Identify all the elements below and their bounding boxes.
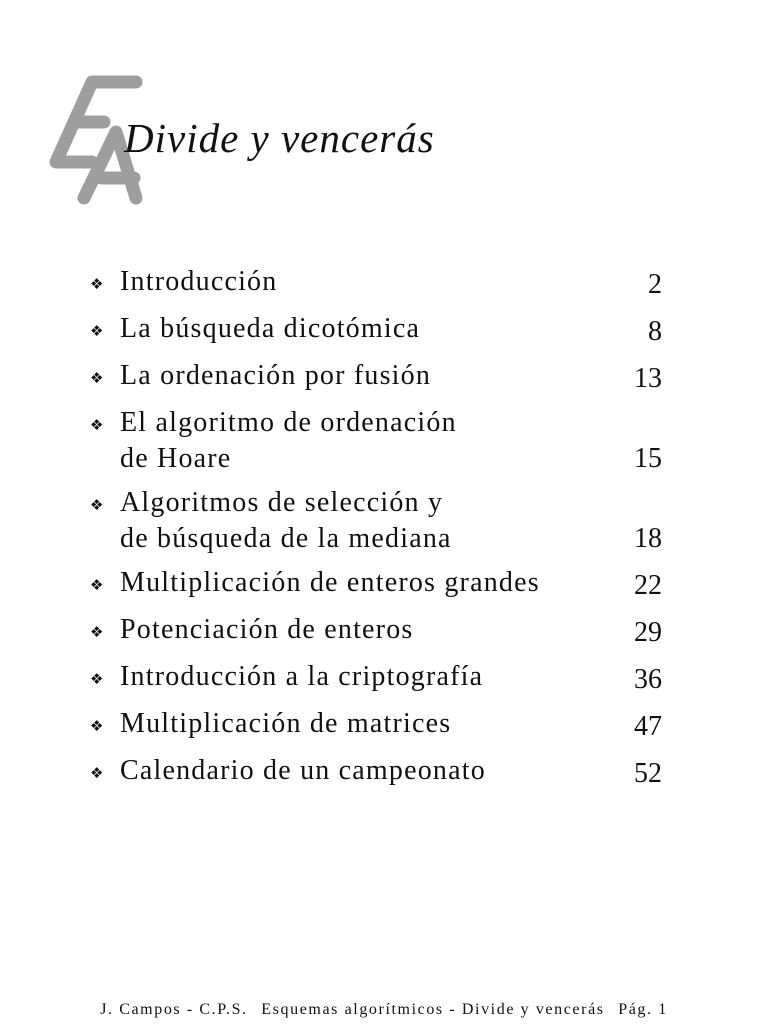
toc-entry[interactable]: [90, 405, 665, 477]
toc-entry[interactable]: [90, 706, 665, 745]
toc-entry-page-number: 47: [634, 711, 662, 742]
toc-entry-page-number: 18: [634, 523, 662, 554]
diamond-bullet-icon: ❖: [90, 764, 104, 782]
table-of-contents: [90, 264, 665, 800]
page-footer: [0, 1001, 768, 1019]
toc-entry-title-line: Calendario de un campeonato: [120, 755, 486, 786]
toc-entry-title: [120, 753, 665, 789]
toc-entry-page-number: 52: [634, 758, 662, 789]
toc-entry-page-number: 29: [634, 617, 662, 648]
toc-entry-page-number: 36: [634, 664, 662, 695]
toc-entry-title-line: Multiplicación de matrices: [120, 708, 452, 739]
toc-entry-title-line: La búsqueda dicotómica: [120, 313, 421, 344]
diamond-bullet-icon: ❖: [90, 576, 104, 594]
diamond-bullet-icon: ❖: [90, 322, 104, 340]
toc-entry[interactable]: [90, 358, 665, 397]
toc-entry-page-number: 13: [634, 363, 662, 394]
diamond-bullet-icon: ❖: [90, 416, 104, 434]
toc-entry-title-line: de búsqueda de la mediana: [120, 523, 452, 554]
diamond-bullet-icon: ❖: [90, 717, 104, 735]
diamond-bullet-icon: ❖: [90, 670, 104, 688]
toc-entry-title-line: El algoritmo de ordenación: [120, 407, 457, 438]
toc-entry[interactable]: [90, 612, 665, 651]
toc-entry[interactable]: [90, 659, 665, 698]
diamond-bullet-icon: ❖: [90, 275, 104, 293]
diamond-bullet-icon: ❖: [90, 623, 104, 641]
document-title: Divide y vencerás: [124, 115, 435, 161]
toc-entry[interactable]: [90, 485, 665, 557]
toc-entry[interactable]: [90, 311, 665, 350]
toc-entry-title-line: de Hoare: [120, 443, 232, 474]
footer-page-label: Pág. 1: [618, 1001, 668, 1018]
toc-entry-title: [120, 311, 665, 347]
toc-entry-title: [120, 405, 665, 477]
footer-course: Esquemas algorítmicos - Divide y vencerás: [261, 1001, 605, 1018]
toc-entry-title-line: Introducción a la criptografía: [120, 661, 484, 692]
toc-entry-page-number: 2: [648, 269, 662, 300]
toc-entry-page-number: 22: [634, 570, 662, 601]
toc-entry-title: [120, 659, 665, 695]
toc-entry-page-number: 8: [648, 316, 662, 347]
toc-entry-title-line: Introducción: [120, 266, 278, 297]
toc-entry-title: [120, 358, 665, 394]
toc-entry[interactable]: [90, 264, 665, 303]
diamond-bullet-icon: ❖: [90, 496, 104, 514]
toc-entry[interactable]: [90, 753, 665, 792]
diamond-bullet-icon: ❖: [90, 369, 104, 387]
toc-entry[interactable]: [90, 565, 665, 604]
toc-entry-title-line: Potenciación de enteros: [120, 614, 414, 645]
toc-entry-title: [120, 565, 665, 601]
toc-entry-page-number: 15: [634, 443, 662, 474]
toc-entry-title: [120, 706, 665, 742]
toc-entry-title: [120, 612, 665, 648]
toc-entry-title-line: Algoritmos de selección y: [120, 487, 444, 518]
toc-entry-title-line: Multiplicación de enteros grandes: [120, 567, 540, 598]
toc-entry-title-line: La ordenación por fusión: [120, 360, 432, 391]
toc-entry-title: [120, 264, 665, 300]
footer-author: J. Campos - C.P.S.: [100, 1001, 248, 1018]
toc-entry-title: [120, 485, 665, 557]
